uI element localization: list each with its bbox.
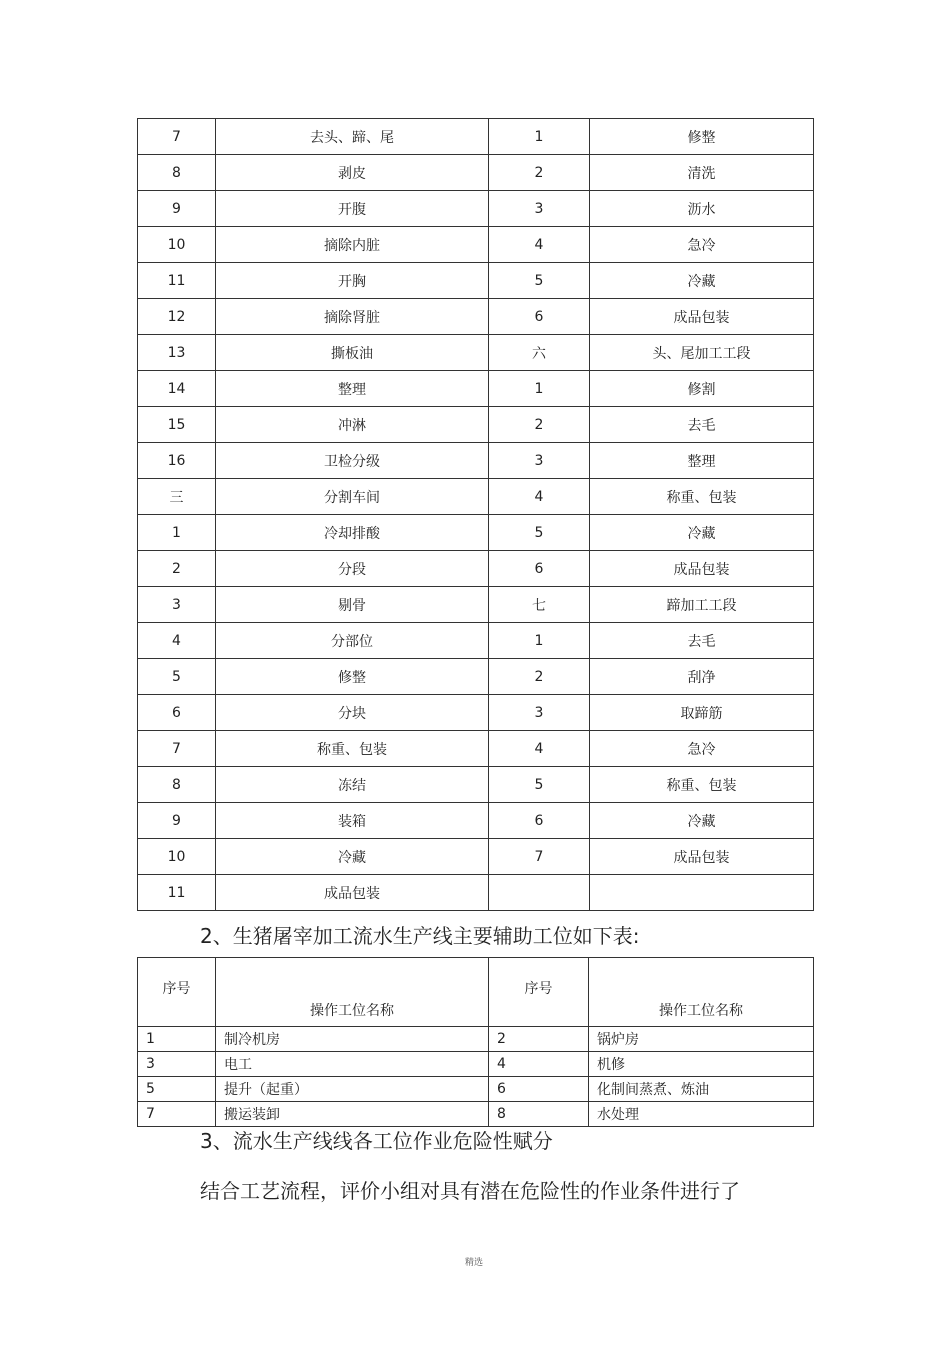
table-cell: 6 xyxy=(489,551,590,587)
table-cell: 水处理 xyxy=(589,1102,814,1127)
table-cell: 7 xyxy=(138,1102,216,1127)
table-cell: 冷却排酸 xyxy=(216,515,489,551)
table-cell: 分段 xyxy=(216,551,489,587)
table-row xyxy=(138,1027,814,1052)
table-cell: 剥皮 xyxy=(216,155,489,191)
header-cell-no: 序号 xyxy=(489,958,589,1027)
table-cell: 修整 xyxy=(590,119,814,155)
table-cell: 5 xyxy=(138,659,216,695)
table-cell: 16 xyxy=(138,443,216,479)
table-cell: 11 xyxy=(138,875,216,911)
table-cell: 摘除肾脏 xyxy=(216,299,489,335)
table-row xyxy=(138,695,814,731)
table-cell: 摘除内脏 xyxy=(216,227,489,263)
table-cell: 4 xyxy=(489,1052,589,1077)
table-cell xyxy=(590,875,814,911)
table-row xyxy=(138,227,814,263)
table-row xyxy=(138,155,814,191)
table-cell: 六 xyxy=(489,335,590,371)
table-row xyxy=(138,1102,814,1127)
table-cell: 4 xyxy=(138,623,216,659)
page-footer: 精选 xyxy=(465,1258,484,1268)
table-cell: 急冷 xyxy=(590,731,814,767)
table-cell: 开胸 xyxy=(216,263,489,299)
table-cell: 整理 xyxy=(216,371,489,407)
table-row xyxy=(138,191,814,227)
table-cell: 6 xyxy=(489,299,590,335)
table-header-row xyxy=(138,958,814,1027)
table-row xyxy=(138,731,814,767)
table-cell: 去毛 xyxy=(590,623,814,659)
table-row xyxy=(138,443,814,479)
section-heading-risk-scoring: 3、流水生产线线各工位作业危险性赋分 xyxy=(200,1129,553,1153)
table-cell: 7 xyxy=(489,839,590,875)
table-cell: 冷藏 xyxy=(590,263,814,299)
table-cell: 5 xyxy=(489,515,590,551)
table-cell: 13 xyxy=(138,335,216,371)
table-cell: 冻结 xyxy=(216,767,489,803)
table-cell xyxy=(489,875,590,911)
table-cell: 开腹 xyxy=(216,191,489,227)
table-cell: 蹄加工工段 xyxy=(590,587,814,623)
table-cell: 成品包装 xyxy=(590,299,814,335)
header-cell-station-name: 操作工位名称 xyxy=(589,958,814,1027)
table-cell: 电工 xyxy=(216,1052,489,1077)
table-cell: 清洗 xyxy=(590,155,814,191)
table-cell: 制冷机房 xyxy=(216,1027,489,1052)
table-cell: 急冷 xyxy=(590,227,814,263)
table-cell: 4 xyxy=(489,731,590,767)
table-cell: 3 xyxy=(138,1052,216,1077)
table-cell: 修割 xyxy=(590,371,814,407)
table-row xyxy=(138,407,814,443)
table-cell: 10 xyxy=(138,839,216,875)
table-cell: 化制间蒸煮、炼油 xyxy=(589,1077,814,1102)
table-cell: 整理 xyxy=(590,443,814,479)
table-cell: 3 xyxy=(138,587,216,623)
table-cell: 4 xyxy=(489,227,590,263)
table-row xyxy=(138,1052,814,1077)
table-cell: 1 xyxy=(489,623,590,659)
table-cell: 称重、包装 xyxy=(590,767,814,803)
table-cell: 取蹄筋 xyxy=(590,695,814,731)
table-cell: 3 xyxy=(489,191,590,227)
table-cell: 去毛 xyxy=(590,407,814,443)
table-row xyxy=(138,875,814,911)
table-row xyxy=(138,371,814,407)
table-cell: 5 xyxy=(489,263,590,299)
table-cell: 装箱 xyxy=(216,803,489,839)
table-cell: 提升（起重） xyxy=(216,1077,489,1102)
table-row xyxy=(138,803,814,839)
table-cell: 9 xyxy=(138,191,216,227)
section-heading-auxiliary-stations: 2、生猪屠宰加工流水生产线主要辅助工位如下表: xyxy=(200,924,640,948)
table-cell: 11 xyxy=(138,263,216,299)
table-cell: 冲淋 xyxy=(216,407,489,443)
table-cell: 沥水 xyxy=(590,191,814,227)
table-cell: 1 xyxy=(138,1027,216,1052)
auxiliary-stations-table xyxy=(137,957,814,1127)
table-cell: 8 xyxy=(138,155,216,191)
table-cell: 成品包装 xyxy=(590,839,814,875)
table-cell: 4 xyxy=(489,479,590,515)
table-row xyxy=(138,479,814,515)
table-row xyxy=(138,119,814,155)
table-cell: 机修 xyxy=(589,1052,814,1077)
table-row xyxy=(138,659,814,695)
table-cell: 6 xyxy=(489,1077,589,1102)
table-cell: 2 xyxy=(138,551,216,587)
table-cell: 6 xyxy=(489,803,590,839)
table-cell: 三 xyxy=(138,479,216,515)
table-cell: 搬运装卸 xyxy=(216,1102,489,1127)
header-cell-no: 序号 xyxy=(138,958,216,1027)
table-cell: 3 xyxy=(489,695,590,731)
table-cell: 2 xyxy=(489,407,590,443)
table-cell: 头、尾加工工段 xyxy=(590,335,814,371)
process-table xyxy=(137,118,814,911)
table-cell: 1 xyxy=(489,119,590,155)
table-row xyxy=(138,515,814,551)
table-cell: 冷藏 xyxy=(590,515,814,551)
table-row xyxy=(138,839,814,875)
table-cell: 七 xyxy=(489,587,590,623)
table-row xyxy=(138,299,814,335)
table-row xyxy=(138,767,814,803)
header-cell-station-name: 操作工位名称 xyxy=(216,958,489,1027)
table-cell: 刮净 xyxy=(590,659,814,695)
table-cell: 7 xyxy=(138,119,216,155)
table-cell: 3 xyxy=(489,443,590,479)
table-cell: 15 xyxy=(138,407,216,443)
table-row xyxy=(138,1077,814,1102)
table-cell: 12 xyxy=(138,299,216,335)
table-row xyxy=(138,263,814,299)
table-cell: 成品包装 xyxy=(216,875,489,911)
table-cell: 剔骨 xyxy=(216,587,489,623)
table-cell: 5 xyxy=(489,767,590,803)
table-cell: 称重、包装 xyxy=(590,479,814,515)
table-cell: 修整 xyxy=(216,659,489,695)
table-cell: 成品包装 xyxy=(590,551,814,587)
table-cell: 撕板油 xyxy=(216,335,489,371)
table-cell: 1 xyxy=(489,371,590,407)
table-cell: 称重、包装 xyxy=(216,731,489,767)
table-cell: 分部位 xyxy=(216,623,489,659)
table-row xyxy=(138,551,814,587)
table-cell: 14 xyxy=(138,371,216,407)
table-row xyxy=(138,623,814,659)
table-cell: 1 xyxy=(138,515,216,551)
table-cell: 6 xyxy=(138,695,216,731)
table-cell: 分割车间 xyxy=(216,479,489,515)
table-row xyxy=(138,335,814,371)
table-cell: 分块 xyxy=(216,695,489,731)
table-cell: 2 xyxy=(489,1027,589,1052)
table-cell: 10 xyxy=(138,227,216,263)
body-paragraph: 结合工艺流程，评价小组对具有潜在危险性的作业条件进行了 xyxy=(200,1179,740,1203)
table-cell: 去头、蹄、尾 xyxy=(216,119,489,155)
table-cell: 卫检分级 xyxy=(216,443,489,479)
table-cell: 9 xyxy=(138,803,216,839)
table-cell: 冷藏 xyxy=(216,839,489,875)
table-cell: 5 xyxy=(138,1077,216,1102)
table-cell: 锅炉房 xyxy=(589,1027,814,1052)
table-cell: 2 xyxy=(489,659,590,695)
table-cell: 8 xyxy=(138,767,216,803)
table-cell: 冷藏 xyxy=(590,803,814,839)
table-cell: 2 xyxy=(489,155,590,191)
table-row xyxy=(138,587,814,623)
table-cell: 8 xyxy=(489,1102,589,1127)
table-cell: 7 xyxy=(138,731,216,767)
